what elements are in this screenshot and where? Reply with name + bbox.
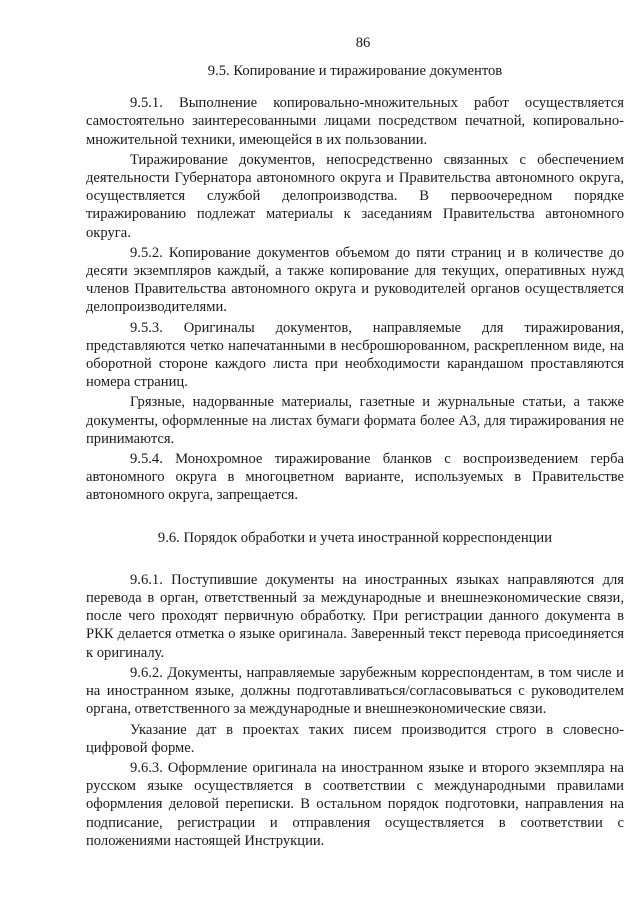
section-heading-9-5: 9.5. Копирование и тиражирование документов <box>207 63 503 79</box>
paragraph-9-6-3: 9.6.3. Оформление оригинала на иностранном языке и второго экземпляра на русском языке осуществляется в соответствии с международными правилами оформления деловой переписки. В остальном порядок подготовки, направления на подписание, регистрации и отправления осуществляется в соответствии с положениями настоящей Инструкции. <box>86 759 624 849</box>
paragraph-9-6-2: 9.6.2. Документы, направляемые зарубежным корреспондентам, в том числе и на иностранном языке, должны подготавливаться/согласовываться с руководителем органа, ответственного за международные и внешнеэкономические связи. <box>86 664 624 718</box>
paragraph-9-5-2: 9.5.2. Копирование документов объемом до пяти страниц и в количестве до десяти экземпляров каждый, а также копирование для текущих, оперативных нужд членов Правительства автономного округа и руководителей органов осуществляется делопроизводителями. <box>86 244 624 316</box>
page-number: 86 <box>355 35 371 51</box>
paragraph-9-5-4: 9.5.4. Монохромное тиражирование бланков с воспроизведением герба автономного округа в многоцветном варианте, используемых в Правительстве автономного округа, запрещается. <box>86 451 624 504</box>
paragraph-9-6-1: 9.6.1. Поступившие документы на иностранных языках направляются для перевода в орган, ответственный за международные и внешнеэкономические связи, после чего проходят первичную обработку. При регистрации данного документа в РКК делается отметка о языке оригинала. Заверенный текст перевода присоединяется к оригиналу. <box>86 571 624 661</box>
document-body <box>86 58 624 852</box>
section-heading-9-6: 9.6. Порядок обработки и учета иностранной корреспонденции <box>157 529 553 546</box>
paragraph-dirty-materials: Грязные, надорванные материалы, газетные и журнальные статьи, а также документы, оформленные на листах бумаги формата более А3, для тиражирования не принимаются. <box>86 394 624 447</box>
paragraph-9-5-1: 9.5.1. Выполнение копировально-множительных работ осуществляется самостоятельно заинтересованными лицами посредством печатной, копировально-множительной техники, имеющейся в их пользовании. <box>86 95 624 148</box>
paragraph-9-5-3: 9.5.3. Оригиналы документов, направляемые для тиражирования, представляются четко напечатанными в несброшюрованном, раскрепленном виде, на оборотной стороне каждого листа при необходимости карандашом проставляются номера страниц. <box>86 319 624 391</box>
paragraph-date-format: Указание дат в проектах таких писем производится строго в словесно-цифровой форме. <box>86 721 624 756</box>
paragraph-replication: Тиражирование документов, непосредственно связанных с обеспечением деятельности Губернатора автономного округа и Правительства автономного округа, осуществляется службой делопроизводства. В первоочередном порядке тиражированию подлежат материалы к заседаниям Правительства автономного округа. <box>86 151 624 241</box>
